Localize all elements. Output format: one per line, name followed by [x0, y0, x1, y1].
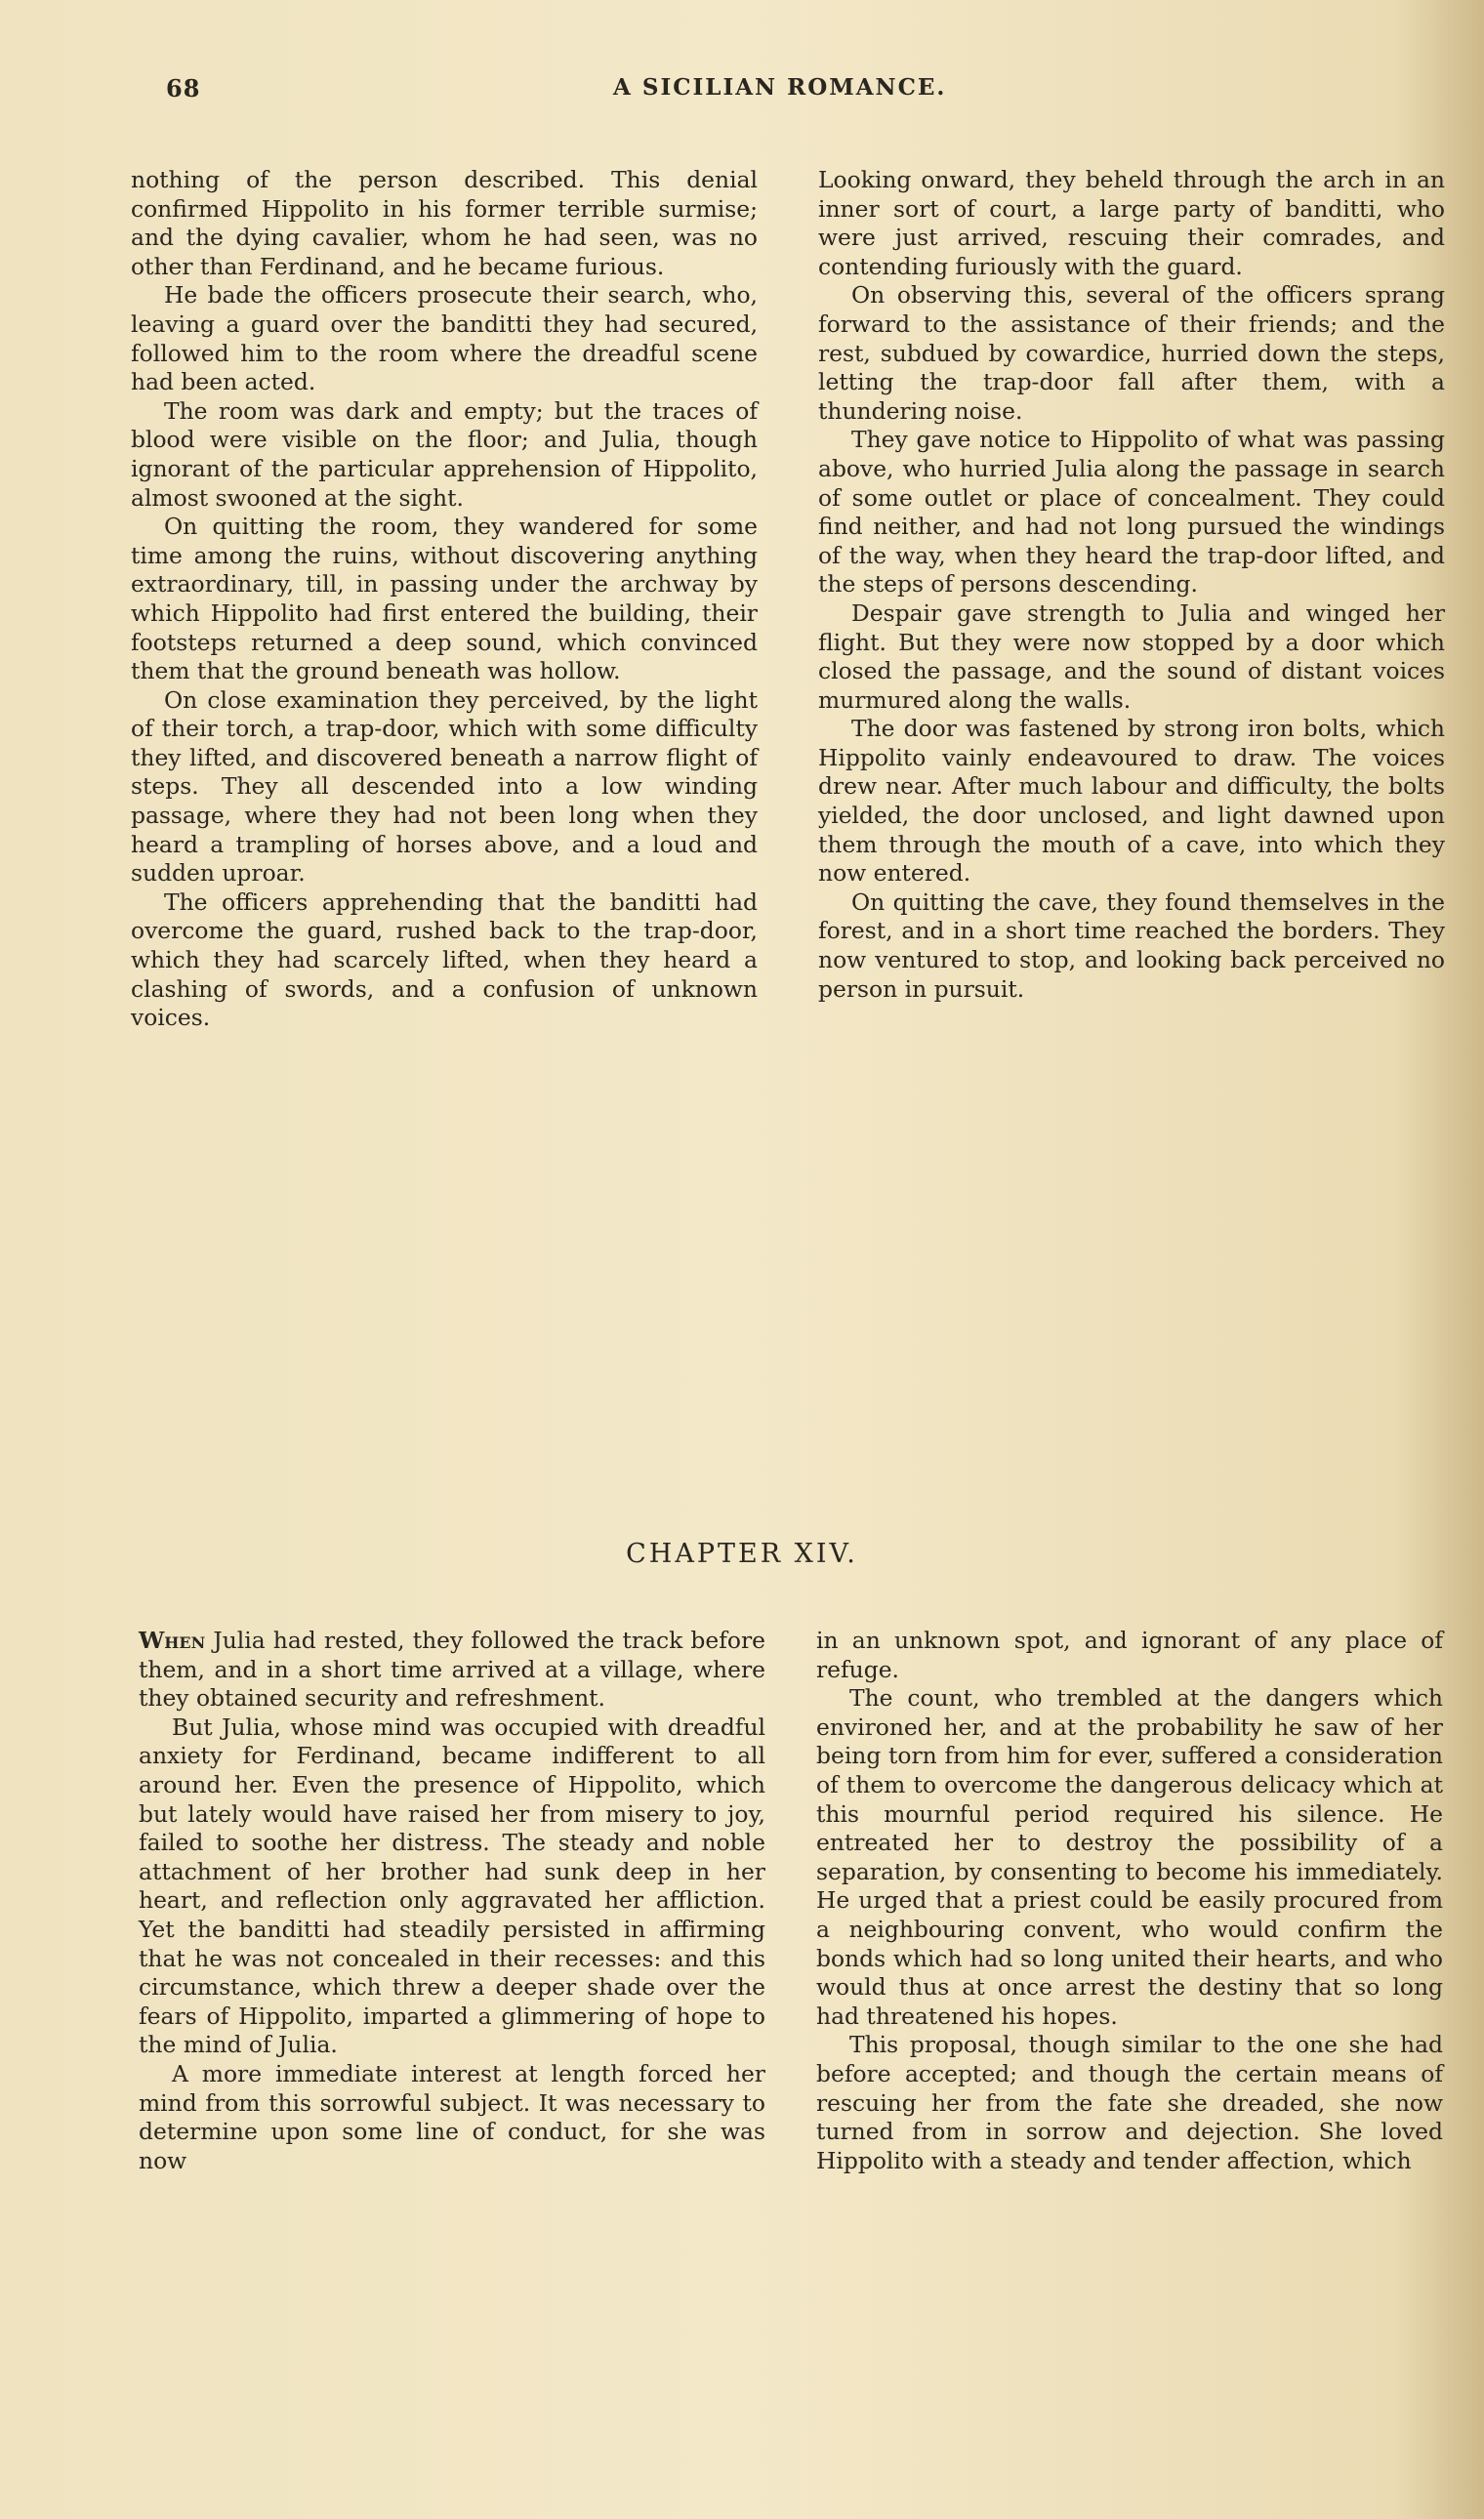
paragraph: Despair gave strength to Julia and winged her flight. But they were now stopped by a door which closed the passage, and the sound of distant voices murmured along the walls. [818, 599, 1445, 714]
opening-text: Julia had rested, they followed the track before them, and in a short time arrived at a village, where they obtained security and refreshment. [139, 1627, 765, 1713]
paragraph: nothing of the person described. This denial confirmed Hippolito in his former terrible surmise; and the dying cavalier, whom he had seen, was no other than Ferdinand, and he became furious. [131, 166, 758, 280]
chapter-heading: CHAPTER XIV. [626, 1539, 858, 1569]
paragraph: in an unknown spot, and ignorant of any place of refuge. [816, 1627, 1443, 1683]
bottom-right-column [816, 1627, 1443, 2175]
paragraph: He bade the officers prosecute their search, who, leaving a guard over the banditti they had secured, followed him to the room where the dreadful scene had been acted. [131, 281, 758, 396]
top-right-column [818, 166, 1445, 1004]
paragraph: Looking onward, they beheld through the arch in an inner sort of court, a large party of banditti, who were just arrived, rescuing their comrades, and contending furiously with the guard. [818, 166, 1445, 280]
paragraph: The door was fastened by strong iron bolts, which Hippolito vainly endeavoured to draw. The voices drew near. After much labour and difficulty, the bolts yielded, the door unclosed, and light dawned upon them through the mouth of a cave, into which they now entered. [818, 715, 1445, 888]
paragraph: On observing this, several of the officers sprang forward to the assistance of their friends; and the rest, subdued by cowardice, hurried down the steps, letting the trap-door fall after them, with a thundering noise. [818, 281, 1445, 425]
paragraph: On quitting the cave, they found themselves in the forest, and in a short time reached the borders. They now ventured to stop, and looking back perceived no person in pursuit. [818, 888, 1445, 1003]
paragraph: This proposal, though similar to the one she had before accepted; and though the certain means of rescuing her from the fate she dreaded, she now turned from in sorrow and dejection. She loved Hippolito with a steady and tender affection, which [816, 2031, 1443, 2174]
paragraph: On quitting the room, they wandered for some time among the ruins, without discovering anything extraordinary, till, in passing under the archway by which Hippolito had first entered the building, their footsteps returned a deep sound, which convinced them that the ground beneath was hollow. [131, 513, 758, 685]
paragraph: A more immediate interest at length forced her mind from this sorrowful subject. It was necessary to determine upon some line of conduct, for she was now [139, 2059, 765, 2174]
paragraph: On close examination they perceived, by the light of their torch, a trap-door, which with some difficulty they lifted, and discovered beneath a narrow flight of steps. They all descended into a low winding passage, where they had not been long when they heard a trampling of horses above, and a loud and sudden uproar. [131, 685, 758, 888]
top-left-column [131, 166, 758, 1033]
paragraph: The room was dark and empty; but the traces of blood were visible on the floor; and Julia, though ignorant of the particular apprehension of Hippolito, almost swooned at the sight. [131, 396, 758, 512]
drop-word: When [139, 1627, 206, 1654]
page-number: 68 [166, 74, 201, 103]
paragraph: The officers apprehending that the banditti had overcome the guard, rushed back to the trap-door, which they had scarcely lifted, when they heard a clashing of swords, and a confusion of unknown voices. [131, 888, 758, 1032]
page-header [0, 74, 1484, 113]
paragraph: But Julia, whose mind was occupied with dreadful anxiety for Ferdinand, became indifferent to all around her. Even the presence of Hippolito, which but lately would have raised her from misery to joy, failed to soothe her distress. The steady and noble attachment of her brother had sunk deep in her heart, and reflection only aggravated her affliction. Yet the banditti had steadily persisted in affirming that he was not concealed in their recesses: and this circumstance, which threw a deeper shade over the fears of Hippolito, imparted a glimmering of hope to the mind of Julia. [139, 1713, 765, 2059]
paragraph: The count, who trembled at the dangers which environed her, and at the probability he saw of her being torn from him for ever, suffered a consideration of them to overcome the dangerous delicacy which at this mournful period required his silence. He entreated her to destroy the possibility of a separation, by consenting to become his immediately. He urged that a priest could be easily procured from a neighbouring convent, who would confirm the bonds which had so long united their hearts, and who would thus at once arrest the destiny that so long had threatened his hopes. [816, 1684, 1443, 2030]
bottom-left-column [139, 1627, 765, 2175]
chapter-opening-paragraph [139, 1627, 765, 1714]
paragraph: They gave notice to Hippolito of what was passing above, who hurried Julia along the passage in search of some outlet or place of concealment. They could find neither, and had not long pursued the windings of the way, when they heard the trap-door lifted, and the steps of persons descending. [818, 426, 1445, 599]
running-title: A SICILIAN ROMANCE. [613, 74, 947, 101]
